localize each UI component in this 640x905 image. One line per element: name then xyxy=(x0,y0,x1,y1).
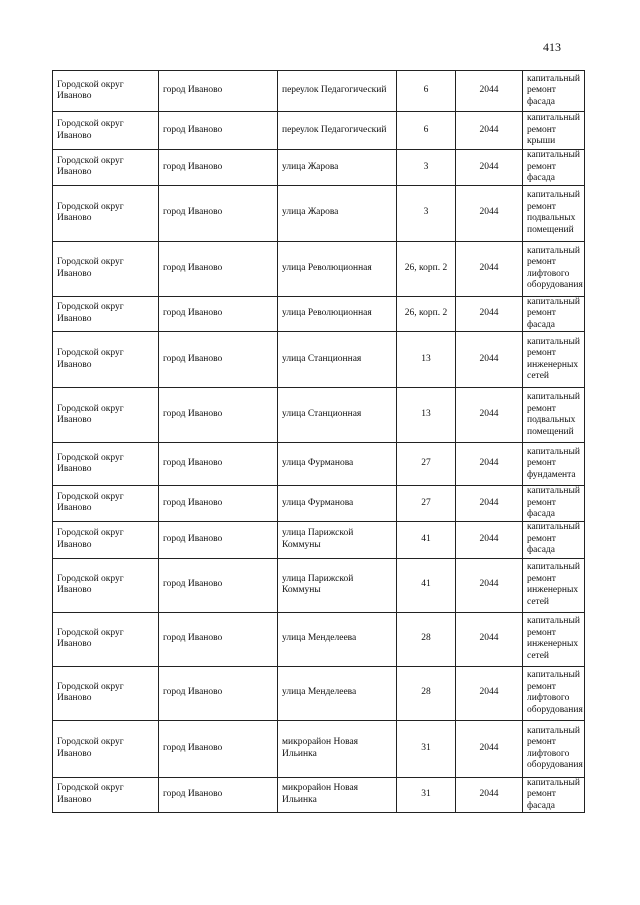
street-cell: улица Фурманова xyxy=(278,443,397,486)
year-cell: 2044 xyxy=(456,185,523,241)
year-cell: 2044 xyxy=(456,521,523,558)
settlement-cell: город Иваново xyxy=(159,558,278,612)
work-type-cell: капитальный ремонт фасада xyxy=(523,150,585,186)
municipality-cell: Городской округ Иваново xyxy=(53,666,159,720)
municipality-cell: Городской округ Иваново xyxy=(53,443,159,486)
municipality-cell: Городской округ Иваново xyxy=(53,612,159,666)
work-type-cell: капитальный ремонт фасада xyxy=(523,521,585,558)
work-type-cell: капитальный ремонт подвальных помещений xyxy=(523,388,585,443)
municipality-cell: Городской округ Иваново xyxy=(53,558,159,612)
work-type-cell: капитальный ремонт лифтового оборудования xyxy=(523,720,585,777)
street-cell: улица Парижской Коммуны xyxy=(278,558,397,612)
house-number-cell: 41 xyxy=(397,558,456,612)
table-row xyxy=(53,112,585,150)
settlement-cell: город Иваново xyxy=(159,777,278,813)
settlement-cell: город Иваново xyxy=(159,720,278,777)
year-cell: 2044 xyxy=(456,332,523,388)
house-number-cell: 6 xyxy=(397,112,456,150)
table-row xyxy=(53,612,585,666)
settlement-cell: город Иваново xyxy=(159,296,278,332)
street-cell: переулок Педагогический xyxy=(278,71,397,112)
year-cell: 2044 xyxy=(456,296,523,332)
municipality-cell: Городской округ Иваново xyxy=(53,777,159,813)
settlement-cell: город Иваново xyxy=(159,612,278,666)
year-cell: 2044 xyxy=(456,558,523,612)
street-cell: улица Станционная xyxy=(278,388,397,443)
year-cell: 2044 xyxy=(456,777,523,813)
year-cell: 2044 xyxy=(456,612,523,666)
work-type-cell: капитальный ремонт фундамента xyxy=(523,443,585,486)
table-row xyxy=(53,558,585,612)
street-cell: микрорайон Новая Ильинка xyxy=(278,720,397,777)
street-cell: улица Менделеева xyxy=(278,666,397,720)
table-row xyxy=(53,388,585,443)
house-number-cell: 27 xyxy=(397,443,456,486)
house-number-cell: 3 xyxy=(397,185,456,241)
settlement-cell: город Иваново xyxy=(159,241,278,296)
work-type-cell: капитальный ремонт фасада xyxy=(523,71,585,112)
year-cell: 2044 xyxy=(456,388,523,443)
year-cell: 2044 xyxy=(456,720,523,777)
settlement-cell: город Иваново xyxy=(159,388,278,443)
settlement-cell: город Иваново xyxy=(159,443,278,486)
settlement-cell: город Иваново xyxy=(159,332,278,388)
street-cell: улица Революционная xyxy=(278,296,397,332)
year-cell: 2044 xyxy=(456,112,523,150)
table-row xyxy=(53,486,585,522)
year-cell: 2044 xyxy=(456,71,523,112)
street-cell: улица Революционная xyxy=(278,241,397,296)
house-number-cell: 26, корп. 2 xyxy=(397,241,456,296)
settlement-cell: город Иваново xyxy=(159,185,278,241)
year-cell: 2044 xyxy=(456,241,523,296)
work-type-cell: капитальный ремонт инженерных сетей xyxy=(523,558,585,612)
work-type-cell: капитальный ремонт инженерных сетей xyxy=(523,612,585,666)
settlement-cell: город Иваново xyxy=(159,521,278,558)
table-row xyxy=(53,332,585,388)
house-number-cell: 41 xyxy=(397,521,456,558)
page-number: 413 xyxy=(543,40,561,54)
house-number-cell: 26, корп. 2 xyxy=(397,296,456,332)
street-cell: микрорайон Новая Ильинка xyxy=(278,777,397,813)
table-row xyxy=(53,71,585,112)
table-row xyxy=(53,666,585,720)
work-type-cell: капитальный ремонт фасада xyxy=(523,296,585,332)
street-cell: улица Менделеева xyxy=(278,612,397,666)
work-type-cell: капитальный ремонт фасада xyxy=(523,777,585,813)
settlement-cell: город Иваново xyxy=(159,486,278,522)
municipality-cell: Городской округ Иваново xyxy=(53,185,159,241)
table-row xyxy=(53,443,585,486)
work-type-cell: капитальный ремонт инженерных сетей xyxy=(523,332,585,388)
year-cell: 2044 xyxy=(456,666,523,720)
year-cell: 2044 xyxy=(456,443,523,486)
repair-schedule-table xyxy=(52,70,585,813)
year-cell: 2044 xyxy=(456,486,523,522)
house-number-cell: 28 xyxy=(397,666,456,720)
street-cell: улица Парижской Коммуны xyxy=(278,521,397,558)
table-row xyxy=(53,720,585,777)
work-type-cell: капитальный ремонт фасада xyxy=(523,486,585,522)
table-row xyxy=(53,185,585,241)
municipality-cell: Городской округ Иваново xyxy=(53,150,159,186)
municipality-cell: Городской округ Иваново xyxy=(53,720,159,777)
work-type-cell: капитальный ремонт подвальных помещений xyxy=(523,185,585,241)
table-row xyxy=(53,296,585,332)
house-number-cell: 3 xyxy=(397,150,456,186)
street-cell: переулок Педагогический xyxy=(278,112,397,150)
table-row xyxy=(53,241,585,296)
settlement-cell: город Иваново xyxy=(159,150,278,186)
table-row xyxy=(53,521,585,558)
street-cell: улица Станционная xyxy=(278,332,397,388)
house-number-cell: 27 xyxy=(397,486,456,522)
municipality-cell: Городской округ Иваново xyxy=(53,486,159,522)
street-cell: улица Жарова xyxy=(278,150,397,186)
street-cell: улица Фурманова xyxy=(278,486,397,522)
work-type-cell: капитальный ремонт лифтового оборудования xyxy=(523,241,585,296)
settlement-cell: город Иваново xyxy=(159,112,278,150)
table-row xyxy=(53,150,585,186)
settlement-cell: город Иваново xyxy=(159,666,278,720)
house-number-cell: 31 xyxy=(397,720,456,777)
municipality-cell: Городской округ Иваново xyxy=(53,296,159,332)
table-row xyxy=(53,777,585,813)
house-number-cell: 6 xyxy=(397,71,456,112)
work-type-cell: капитальный ремонт крыши xyxy=(523,112,585,150)
house-number-cell: 13 xyxy=(397,332,456,388)
municipality-cell: Городской округ Иваново xyxy=(53,521,159,558)
settlement-cell: город Иваново xyxy=(159,71,278,112)
year-cell: 2044 xyxy=(456,150,523,186)
municipality-cell: Городской округ Иваново xyxy=(53,71,159,112)
municipality-cell: Городской округ Иваново xyxy=(53,388,159,443)
municipality-cell: Городской округ Иваново xyxy=(53,332,159,388)
house-number-cell: 13 xyxy=(397,388,456,443)
street-cell: улица Жарова xyxy=(278,185,397,241)
house-number-cell: 28 xyxy=(397,612,456,666)
municipality-cell: Городской округ Иваново xyxy=(53,112,159,150)
work-type-cell: капитальный ремонт лифтового оборудования xyxy=(523,666,585,720)
municipality-cell: Городской округ Иваново xyxy=(53,241,159,296)
house-number-cell: 31 xyxy=(397,777,456,813)
